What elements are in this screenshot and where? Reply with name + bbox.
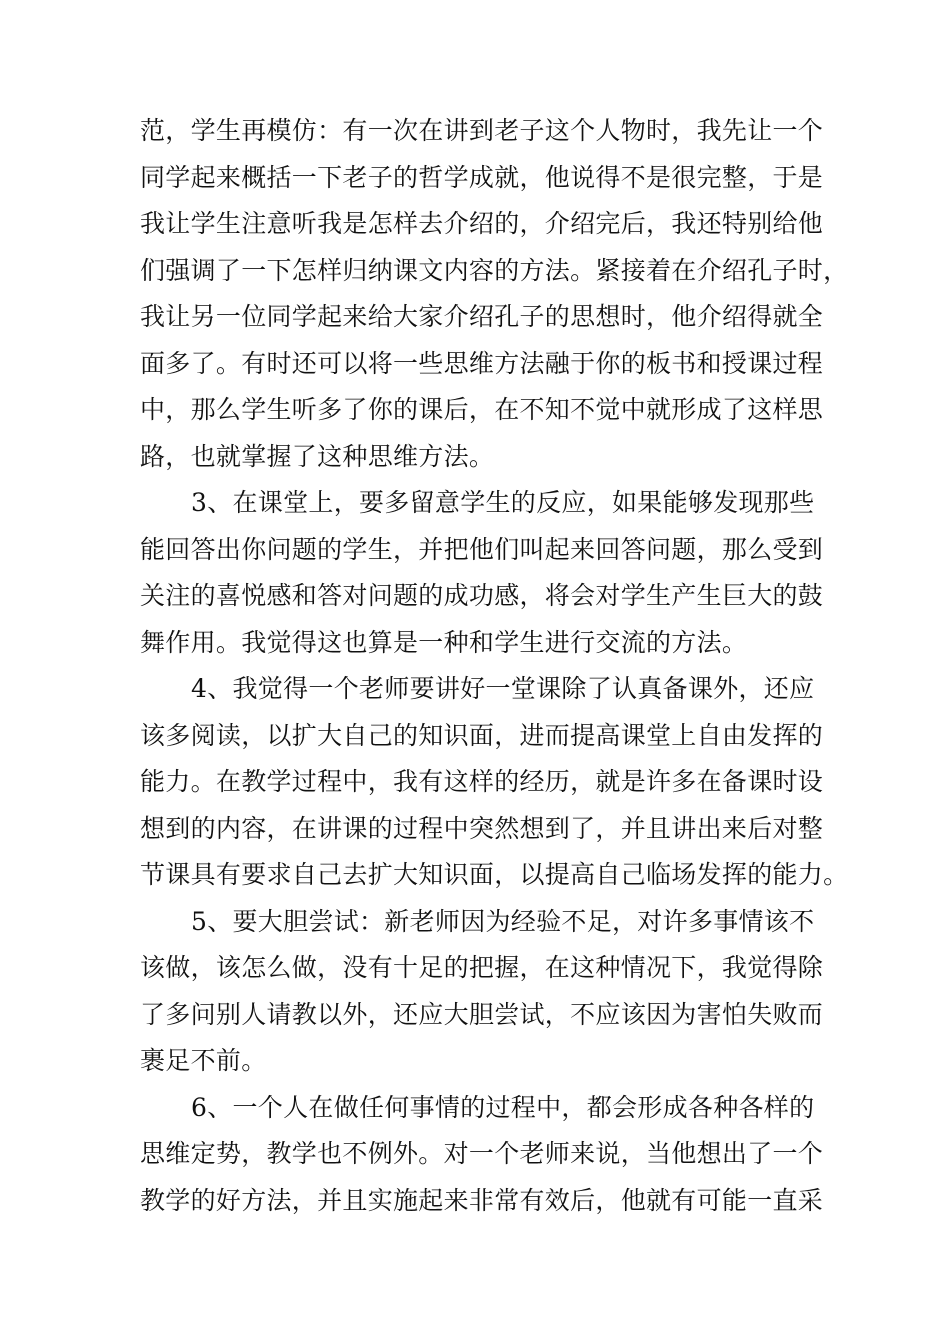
paragraph-5-first-line: 5、要大胆尝试：新老师因为经验不足，对许多事情该不 (191, 906, 815, 936)
text-line: 想到的内容，在讲课的过程中突然想到了，并且讲出来后对整 (140, 813, 824, 843)
text-line: 能力。在教学过程中，我有这样的经历，就是许多在备课时设 (140, 767, 824, 796)
text-line: 们强调了一下怎样归纳课文内容的方法。紧接着在介绍孔子时， (140, 255, 849, 285)
text-line: 能回答出你问题的学生，并把他们叫起来回答问题，那么受到 (140, 534, 824, 564)
text-line: 我让学生注意听我是怎样去介绍的，介绍完后，我还特别给他 (140, 209, 824, 238)
text-line: 同学起来概括一下老子的哲学成就，他说得不是很完整，于是 (140, 162, 824, 192)
paragraph-3-first-line: 3、在课堂上，要多留意学生的反应，如果能够发现那些 (191, 488, 815, 517)
text-line: 中，那么学生听多了你的课后，在不知不觉中就形成了这样思 (140, 395, 824, 424)
text-line: 思维定势，教学也不例外。对一个老师来说，当他想出了一个 (140, 1139, 824, 1168)
text-line: 该多阅读，以扩大自己的知识面，进而提高课堂上自由发挥的 (140, 720, 824, 750)
text-line: 节课具有要求自己去扩大知识面，以提高自己临场发挥的能力。 (140, 860, 849, 889)
body-text (140, 108, 849, 1224)
text-line: 裹足不前。 (140, 1046, 267, 1075)
paragraph-4-first-line: 4、我觉得一个老师要讲好一堂课除了认真备课外，还应 (191, 674, 815, 703)
text-line: 路，也就掌握了这种思维方法。 (140, 441, 495, 471)
text-line: 面多了。有时还可以将一些思维方法融于你的板书和授课过程 (140, 348, 824, 378)
text-line: 我让另一位同学起来给大家介绍孔子的思想时，他介绍得就全 (140, 302, 824, 331)
text-line: 舞作用。我觉得这也算是一种和学生进行交流的方法。 (140, 627, 748, 657)
text-line: 该做，该怎么做，没有十足的把握，在这种情况下，我觉得除 (140, 953, 824, 982)
text-line: 教学的好方法，并且实施起来非常有效后，他就有可能一直采 (140, 1185, 824, 1215)
text-line: 了多问别人请教以外，还应大胆尝试，不应该因为害怕失败而 (140, 999, 824, 1029)
text-line: 关注的喜悦感和答对问题的成功感，将会对学生产生巨大的鼓 (140, 581, 824, 610)
paragraph-6-first-line: 6、一个人在做任何事情的过程中，都会形成各种各样的 (191, 1092, 815, 1122)
text-line: 范，学生再模仿：有一次在讲到老子这个人物时，我先让一个 (140, 116, 824, 145)
